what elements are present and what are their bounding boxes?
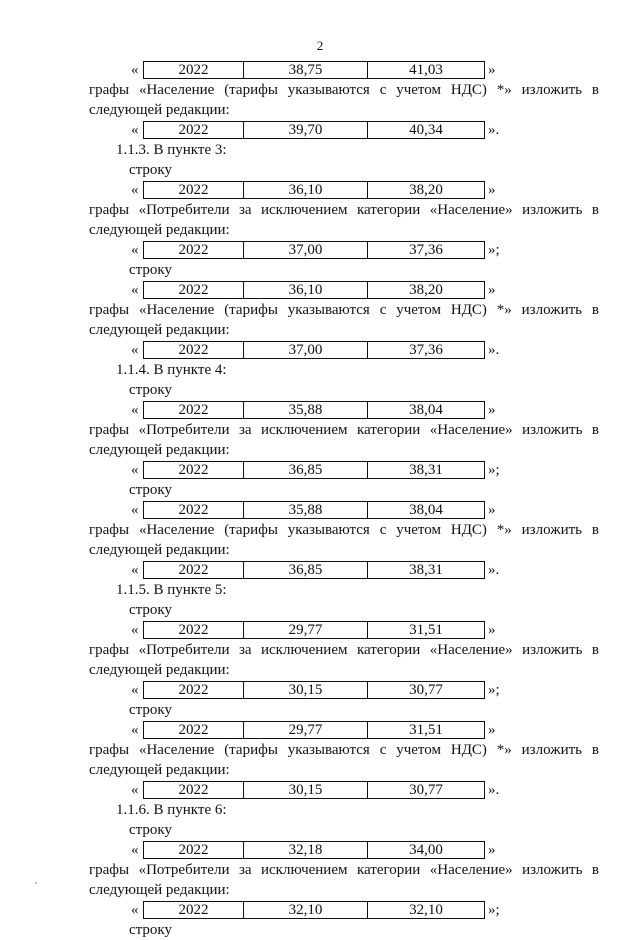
word: (тарифы <box>224 302 278 318</box>
text-line <box>0 520 640 540</box>
year-cell: 2022 <box>144 62 244 78</box>
word: «Потребители <box>138 422 230 438</box>
word: исключением <box>260 642 348 658</box>
text-line <box>0 200 640 220</box>
text-span: следующей редакции: <box>89 322 230 338</box>
word: с <box>379 522 387 538</box>
tariff-row <box>0 400 640 420</box>
tariff-table <box>143 561 485 579</box>
text-line <box>0 320 640 340</box>
text-line <box>0 880 640 900</box>
tariff-second-half-cell: 32,10 <box>409 902 443 918</box>
word: исключением <box>260 422 348 438</box>
close-quote: ». <box>488 562 500 578</box>
text-line <box>0 440 640 460</box>
section-heading <box>0 360 640 380</box>
open-quote: « <box>131 282 139 298</box>
tariff-second-half-cell: 38,20 <box>409 282 443 298</box>
tariff-row <box>0 340 640 360</box>
tariff-row <box>0 500 640 520</box>
text-line <box>0 100 640 120</box>
tariff-first-half-cell: 30,15 <box>244 682 368 698</box>
tariff-row <box>0 240 640 260</box>
heading-text: 1.1.5. В пункте 5: <box>116 582 227 598</box>
word: учетом <box>396 302 441 318</box>
word: учетом <box>396 82 441 98</box>
tariff-second-half-cell: 38,20 <box>409 182 443 198</box>
heading-text: 1.1.3. В пункте 3: <box>116 142 227 158</box>
tariff-table <box>143 621 485 639</box>
tariff-second-half-cell: 37,36 <box>409 242 443 258</box>
open-quote: « <box>131 782 139 798</box>
tariff-first-half-cell: 32,10 <box>244 902 368 918</box>
word: учетом <box>396 522 441 538</box>
word: НДС) <box>450 82 487 98</box>
tariff-table <box>143 61 485 79</box>
word: «Потребители <box>138 862 230 878</box>
row-label: строку <box>129 822 172 838</box>
text-line <box>0 820 640 840</box>
text-line <box>0 480 640 500</box>
year-cell: 2022 <box>144 502 244 518</box>
word: *» <box>496 82 512 98</box>
close-quote: ». <box>488 342 500 358</box>
tariff-first-half-cell: 36,10 <box>244 282 368 298</box>
text-line <box>0 920 640 940</box>
document-body <box>0 60 640 940</box>
tariff-row <box>0 840 640 860</box>
year-cell: 2022 <box>144 622 244 638</box>
word: указываются <box>287 742 370 758</box>
row-label: строку <box>129 162 172 178</box>
text-span: следующей редакции: <box>89 662 230 678</box>
tariff-row <box>0 720 640 740</box>
row-label: строку <box>129 602 172 618</box>
text-line <box>0 80 640 100</box>
word: «Население» <box>429 642 513 658</box>
word: в <box>591 202 599 218</box>
close-quote: »; <box>488 902 500 918</box>
close-quote: »; <box>488 242 500 258</box>
year-cell: 2022 <box>144 782 244 798</box>
text-line <box>0 660 640 680</box>
row-label: строку <box>129 922 172 938</box>
word: в <box>591 642 599 658</box>
text-line <box>0 540 640 560</box>
tariff-second-half-cell: 40,34 <box>409 122 443 138</box>
tariff-row <box>0 560 640 580</box>
text-span: следующей редакции: <box>89 542 230 558</box>
tariff-row <box>0 680 640 700</box>
close-quote: » <box>488 62 496 78</box>
tariff-table <box>143 341 485 359</box>
text-line <box>0 860 640 880</box>
tariff-table <box>143 181 485 199</box>
word: изложить <box>521 302 583 318</box>
close-quote: ». <box>488 122 500 138</box>
year-cell: 2022 <box>144 682 244 698</box>
heading-text: 1.1.6. В пункте 6: <box>116 802 227 818</box>
word: исключением <box>260 862 348 878</box>
justified-text <box>89 860 599 880</box>
word: *» <box>496 742 512 758</box>
tariff-first-half-cell: 38,75 <box>244 62 368 78</box>
tariff-row <box>0 460 640 480</box>
tariff-second-half-cell: 31,51 <box>409 622 443 638</box>
word: изложить <box>522 862 583 878</box>
word: учетом <box>396 742 441 758</box>
word: с <box>379 742 387 758</box>
tariff-table <box>143 901 485 919</box>
word: в <box>591 82 599 98</box>
word: «Население» <box>429 202 513 218</box>
tariff-second-half-cell: 38,04 <box>409 402 443 418</box>
word: за <box>238 862 252 878</box>
tariff-first-half-cell: 36,85 <box>244 462 368 478</box>
justified-text <box>89 420 599 440</box>
open-quote: « <box>131 722 139 738</box>
tariff-table <box>143 501 485 519</box>
word: изложить <box>521 82 583 98</box>
word: «Население» <box>429 862 513 878</box>
word: НДС) <box>450 522 487 538</box>
tariff-table <box>143 401 485 419</box>
tariff-row <box>0 120 640 140</box>
tariff-row <box>0 780 640 800</box>
word: (тарифы <box>224 82 278 98</box>
word: *» <box>496 522 512 538</box>
tariff-second-half-cell: 30,77 <box>409 682 443 698</box>
word: изложить <box>522 642 583 658</box>
word: графы <box>89 202 130 218</box>
word: в <box>591 742 599 758</box>
close-quote: » <box>488 502 496 518</box>
word: НДС) <box>450 302 487 318</box>
word: графы <box>89 742 130 758</box>
word: в <box>591 522 599 538</box>
word: изложить <box>522 422 583 438</box>
word: «Потребители <box>138 642 230 658</box>
word: графы <box>89 522 130 538</box>
word: графы <box>89 862 130 878</box>
tariff-second-half-cell: 38,04 <box>409 502 443 518</box>
open-quote: « <box>131 902 139 918</box>
tariff-first-half-cell: 37,00 <box>244 242 368 258</box>
text-line <box>0 420 640 440</box>
year-cell: 2022 <box>144 242 244 258</box>
close-quote: »; <box>488 682 500 698</box>
word: категории <box>356 862 421 878</box>
text-line <box>0 220 640 240</box>
justified-text <box>89 300 599 320</box>
word: указываются <box>287 302 370 318</box>
word: указываются <box>287 82 370 98</box>
row-label: строку <box>129 482 172 498</box>
justified-text <box>89 520 599 540</box>
tariff-first-half-cell: 32,18 <box>244 842 368 858</box>
tariff-table <box>143 681 485 699</box>
word: «Потребители <box>138 202 230 218</box>
open-quote: « <box>131 242 139 258</box>
text-line <box>0 380 640 400</box>
word: с <box>379 82 387 98</box>
word: графы <box>89 422 130 438</box>
year-cell: 2022 <box>144 182 244 198</box>
text-line <box>0 760 640 780</box>
heading-text: 1.1.4. В пункте 4: <box>116 362 227 378</box>
text-span: следующей редакции: <box>89 442 230 458</box>
word: графы <box>89 642 130 658</box>
open-quote: « <box>131 122 139 138</box>
word: (тарифы <box>224 742 278 758</box>
text-span: следующей редакции: <box>89 762 230 778</box>
word: изложить <box>521 522 583 538</box>
tariff-second-half-cell: 37,36 <box>409 342 443 358</box>
tariff-first-half-cell: 36,10 <box>244 182 368 198</box>
word: «Население <box>138 302 215 318</box>
year-cell: 2022 <box>144 842 244 858</box>
word: графы <box>89 82 130 98</box>
year-cell: 2022 <box>144 902 244 918</box>
close-quote: » <box>488 842 496 858</box>
tariff-first-half-cell: 29,77 <box>244 622 368 638</box>
close-quote: » <box>488 402 496 418</box>
word: за <box>238 202 252 218</box>
close-quote: » <box>488 722 496 738</box>
word: в <box>591 422 599 438</box>
year-cell: 2022 <box>144 462 244 478</box>
open-quote: « <box>131 682 139 698</box>
tariff-row <box>0 900 640 920</box>
word: НДС) <box>450 742 487 758</box>
text-line <box>0 700 640 720</box>
year-cell: 2022 <box>144 562 244 578</box>
section-heading <box>0 140 640 160</box>
text-line <box>0 300 640 320</box>
year-cell: 2022 <box>144 282 244 298</box>
tariff-first-half-cell: 30,15 <box>244 782 368 798</box>
section-heading <box>0 580 640 600</box>
tariff-row <box>0 620 640 640</box>
justified-text <box>89 640 599 660</box>
tariff-first-half-cell: 35,88 <box>244 402 368 418</box>
word: в <box>591 302 599 318</box>
tariff-row <box>0 180 640 200</box>
word: за <box>238 422 252 438</box>
word: категории <box>356 642 421 658</box>
close-quote: ». <box>488 782 500 798</box>
open-quote: « <box>131 342 139 358</box>
tariff-table <box>143 241 485 259</box>
tariff-second-half-cell: 41,03 <box>409 62 443 78</box>
word: графы <box>89 302 130 318</box>
tariff-row <box>0 60 640 80</box>
word: *» <box>496 302 512 318</box>
text-line <box>0 160 640 180</box>
tariff-second-half-cell: 31,51 <box>409 722 443 738</box>
tariff-second-half-cell: 38,31 <box>409 462 443 478</box>
close-quote: » <box>488 282 496 298</box>
open-quote: « <box>131 402 139 418</box>
word: (тарифы <box>224 522 278 538</box>
word: «Население <box>138 82 215 98</box>
tariff-first-half-cell: 35,88 <box>244 502 368 518</box>
row-label: строку <box>129 262 172 278</box>
year-cell: 2022 <box>144 722 244 738</box>
text-line <box>0 640 640 660</box>
word: изложить <box>522 202 583 218</box>
open-quote: « <box>131 462 139 478</box>
word: с <box>379 302 387 318</box>
word: изложить <box>521 742 583 758</box>
tariff-first-half-cell: 39,70 <box>244 122 368 138</box>
year-cell: 2022 <box>144 402 244 418</box>
open-quote: « <box>131 562 139 578</box>
justified-text <box>89 740 599 760</box>
text-line <box>0 740 640 760</box>
text-line <box>0 260 640 280</box>
word: «Население <box>138 742 215 758</box>
tariff-second-half-cell: 34,00 <box>409 842 443 858</box>
tariff-table <box>143 781 485 799</box>
justified-text <box>89 80 599 100</box>
justified-text <box>89 200 599 220</box>
year-cell: 2022 <box>144 122 244 138</box>
tariff-first-half-cell: 29,77 <box>244 722 368 738</box>
word: за <box>238 642 252 658</box>
section-heading <box>0 800 640 820</box>
word: «Население <box>138 522 215 538</box>
close-quote: » <box>488 622 496 638</box>
tariff-table <box>143 121 485 139</box>
word: категории <box>356 202 421 218</box>
close-quote: »; <box>488 462 500 478</box>
word: в <box>591 862 599 878</box>
open-quote: « <box>131 62 139 78</box>
tariff-second-half-cell: 30,77 <box>409 782 443 798</box>
text-line <box>0 600 640 620</box>
tariff-table <box>143 281 485 299</box>
tariff-table <box>143 461 485 479</box>
word: указываются <box>287 522 370 538</box>
open-quote: « <box>131 502 139 518</box>
tariff-table <box>143 721 485 739</box>
open-quote: « <box>131 842 139 858</box>
word: «Население» <box>429 422 513 438</box>
text-span: следующей редакции: <box>89 222 230 238</box>
year-cell: 2022 <box>144 342 244 358</box>
open-quote: « <box>131 182 139 198</box>
tariff-table <box>143 841 485 859</box>
word: категории <box>356 422 421 438</box>
scan-speck <box>35 882 37 884</box>
word: исключением <box>260 202 348 218</box>
tariff-first-half-cell: 36,85 <box>244 562 368 578</box>
row-label: строку <box>129 382 172 398</box>
row-label: строку <box>129 702 172 718</box>
open-quote: « <box>131 622 139 638</box>
tariff-row <box>0 280 640 300</box>
text-span: следующей редакции: <box>89 882 230 898</box>
tariff-first-half-cell: 37,00 <box>244 342 368 358</box>
close-quote: » <box>488 182 496 198</box>
text-span: следующей редакции: <box>89 102 230 118</box>
page-number: 2 <box>316 38 324 53</box>
tariff-second-half-cell: 38,31 <box>409 562 443 578</box>
